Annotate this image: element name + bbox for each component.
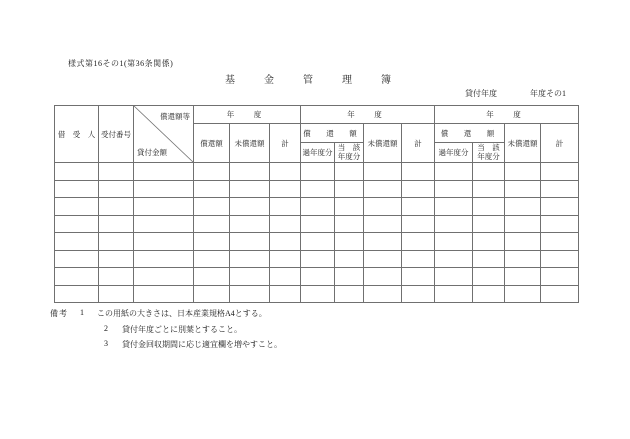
table-cell bbox=[230, 285, 270, 303]
notes-label: 備考 bbox=[50, 309, 68, 318]
fund-ledger-table bbox=[54, 105, 579, 303]
receipt-number-header: 受付番号 bbox=[99, 106, 134, 163]
g2-prior-years-header: 過年度分 bbox=[301, 143, 335, 163]
table-cell bbox=[364, 233, 402, 251]
current-year-line2: 年度分 bbox=[477, 151, 500, 161]
table-cell bbox=[230, 268, 270, 286]
table-cell bbox=[270, 250, 301, 268]
table-cell bbox=[364, 198, 402, 216]
table-cell bbox=[541, 163, 579, 181]
table-cell bbox=[335, 198, 364, 216]
table-cell bbox=[402, 163, 435, 181]
table-cell bbox=[301, 163, 335, 181]
header-row-groups bbox=[55, 106, 579, 124]
table-cell bbox=[194, 198, 230, 216]
table-cell bbox=[335, 163, 364, 181]
g3-prior-years-header: 過年度分 bbox=[435, 143, 473, 163]
table-cell bbox=[134, 250, 194, 268]
table-cell bbox=[194, 163, 230, 181]
table-cell bbox=[301, 198, 335, 216]
note-text: この用紙の大きさは、日本産業規格A4とする。 bbox=[97, 309, 267, 318]
table-cell bbox=[335, 268, 364, 286]
table-cell bbox=[301, 250, 335, 268]
g2-outstanding-header: 未償還額 bbox=[364, 124, 402, 163]
table-row bbox=[55, 163, 579, 181]
table-cell bbox=[194, 215, 230, 233]
table-cell bbox=[473, 163, 505, 181]
table-cell bbox=[134, 268, 194, 286]
table-cell bbox=[270, 285, 301, 303]
table-cell bbox=[194, 233, 230, 251]
table-cell bbox=[99, 285, 134, 303]
table-cell bbox=[194, 180, 230, 198]
table-cell bbox=[335, 250, 364, 268]
table-cell bbox=[473, 198, 505, 216]
table-cell bbox=[134, 285, 194, 303]
table-cell bbox=[364, 250, 402, 268]
table-cell bbox=[55, 250, 99, 268]
table-cell bbox=[230, 250, 270, 268]
table-cell bbox=[402, 268, 435, 286]
note-item bbox=[50, 324, 282, 340]
year-sheet-label: 年度その1 bbox=[530, 89, 566, 98]
g3-current-year-header bbox=[473, 143, 505, 163]
table-cell bbox=[55, 180, 99, 198]
table-cell bbox=[230, 198, 270, 216]
table-cell bbox=[134, 163, 194, 181]
table-cell bbox=[230, 163, 270, 181]
table-cell bbox=[301, 285, 335, 303]
page-title: 基金管理簿 bbox=[225, 75, 420, 86]
table-cell bbox=[505, 250, 541, 268]
table-cell bbox=[364, 180, 402, 198]
current-year-line2: 年度分 bbox=[337, 151, 361, 161]
table-row bbox=[55, 250, 579, 268]
note-item bbox=[50, 339, 282, 355]
year-group-1-header: 年 度 bbox=[194, 106, 301, 124]
table-cell bbox=[270, 215, 301, 233]
note-text: 貸付金回収期間に応じ適宜欄を増やすこと。 bbox=[122, 340, 282, 349]
table-cell bbox=[270, 180, 301, 198]
table-cell bbox=[402, 198, 435, 216]
table-cell bbox=[230, 233, 270, 251]
g2-current-year-header bbox=[335, 143, 364, 163]
table-cell bbox=[270, 268, 301, 286]
table-cell bbox=[473, 215, 505, 233]
borrower-header: 借 受 人 bbox=[55, 106, 99, 163]
table-cell bbox=[435, 215, 473, 233]
g3-repayment-header: 償 還 額 bbox=[435, 124, 505, 143]
table-cell bbox=[541, 233, 579, 251]
table-cell bbox=[55, 198, 99, 216]
table-cell bbox=[99, 180, 134, 198]
table-cell bbox=[99, 198, 134, 216]
table-cell bbox=[402, 285, 435, 303]
table-cell bbox=[364, 215, 402, 233]
table-row bbox=[55, 233, 579, 251]
table-cell bbox=[435, 268, 473, 286]
table-cell bbox=[335, 180, 364, 198]
table-row bbox=[55, 215, 579, 233]
table-cell bbox=[435, 198, 473, 216]
table-cell bbox=[55, 285, 99, 303]
table-cell bbox=[505, 215, 541, 233]
table-cell bbox=[99, 250, 134, 268]
g2-repayment-header: 償 還 額 bbox=[301, 124, 364, 143]
table-cell bbox=[402, 180, 435, 198]
amount-diagonal-header bbox=[134, 106, 194, 163]
table-cell bbox=[99, 268, 134, 286]
table-row bbox=[55, 268, 579, 286]
table-cell bbox=[473, 233, 505, 251]
g1-repayment-header: 償還額 bbox=[194, 124, 230, 163]
table-cell bbox=[301, 233, 335, 251]
table-cell bbox=[134, 233, 194, 251]
notes bbox=[50, 308, 282, 355]
table-cell bbox=[301, 180, 335, 198]
table-cell bbox=[541, 180, 579, 198]
table-cell bbox=[541, 268, 579, 286]
table-cell bbox=[230, 215, 270, 233]
loan-year-line bbox=[465, 88, 566, 99]
table-cell bbox=[134, 198, 194, 216]
table-cell bbox=[505, 163, 541, 181]
table-row bbox=[55, 285, 579, 303]
table-cell bbox=[402, 215, 435, 233]
table-cell bbox=[505, 285, 541, 303]
table-cell bbox=[99, 163, 134, 181]
table-cell bbox=[99, 233, 134, 251]
table-cell bbox=[364, 285, 402, 303]
table-cell bbox=[473, 250, 505, 268]
table-cell bbox=[55, 268, 99, 286]
table-cell bbox=[301, 268, 335, 286]
table-cell bbox=[55, 215, 99, 233]
note-number: 3 bbox=[104, 339, 108, 348]
table-cell bbox=[435, 163, 473, 181]
table-cell bbox=[230, 180, 270, 198]
table-cell bbox=[55, 233, 99, 251]
table-cell bbox=[335, 215, 364, 233]
table-cell bbox=[505, 180, 541, 198]
table-cell bbox=[435, 233, 473, 251]
table-cell bbox=[402, 233, 435, 251]
table-cell bbox=[435, 285, 473, 303]
table-cell bbox=[194, 250, 230, 268]
table-cell bbox=[134, 215, 194, 233]
table-row bbox=[55, 180, 579, 198]
loan-year-label: 貸付年度 bbox=[465, 89, 497, 98]
table-cell bbox=[435, 180, 473, 198]
table-cell bbox=[473, 285, 505, 303]
current-year-line1: 当 該 bbox=[337, 143, 361, 152]
g2-total-header: 計 bbox=[402, 124, 435, 163]
table-cell bbox=[335, 233, 364, 251]
table-cell bbox=[364, 163, 402, 181]
table-cell bbox=[55, 163, 99, 181]
table-cell bbox=[541, 285, 579, 303]
g3-outstanding-header: 未償還額 bbox=[505, 124, 541, 163]
table-cell bbox=[473, 268, 505, 286]
table-cell bbox=[364, 268, 402, 286]
table-cell bbox=[270, 233, 301, 251]
table-cell bbox=[270, 163, 301, 181]
table-cell bbox=[505, 198, 541, 216]
note-number: 2 bbox=[104, 323, 108, 333]
table-cell bbox=[335, 285, 364, 303]
g1-total-header: 計 bbox=[270, 124, 301, 163]
loan-amount-label: 貸付金額 bbox=[137, 148, 167, 157]
year-group-3-header: 年 度 bbox=[435, 106, 579, 124]
table-cell bbox=[99, 215, 134, 233]
table-cell bbox=[194, 285, 230, 303]
table-cell bbox=[505, 233, 541, 251]
table-cell bbox=[541, 250, 579, 268]
year-group-2-header: 年 度 bbox=[301, 106, 435, 124]
table-cell bbox=[541, 198, 579, 216]
table-body bbox=[55, 163, 579, 303]
g1-outstanding-header: 未償還額 bbox=[230, 124, 270, 163]
table-cell bbox=[473, 180, 505, 198]
note-text: 貸付年度ごとに別葉とすること。 bbox=[122, 324, 242, 334]
note-item bbox=[50, 308, 282, 324]
table-cell bbox=[435, 250, 473, 268]
table-cell bbox=[194, 268, 230, 286]
current-year-line1: 当 該 bbox=[477, 143, 500, 152]
table-row bbox=[55, 198, 579, 216]
note-number: 1 bbox=[80, 308, 84, 317]
g3-total-header: 計 bbox=[541, 124, 579, 163]
table-cell bbox=[505, 268, 541, 286]
table-cell bbox=[301, 215, 335, 233]
table-cell bbox=[134, 180, 194, 198]
repayment-etc-label: 償還額等 bbox=[160, 112, 190, 121]
form-number: 様式第16その1(第36条関係) bbox=[68, 59, 174, 68]
table-cell bbox=[541, 215, 579, 233]
table-header bbox=[55, 106, 579, 163]
table-cell bbox=[270, 198, 301, 216]
table-cell bbox=[402, 250, 435, 268]
